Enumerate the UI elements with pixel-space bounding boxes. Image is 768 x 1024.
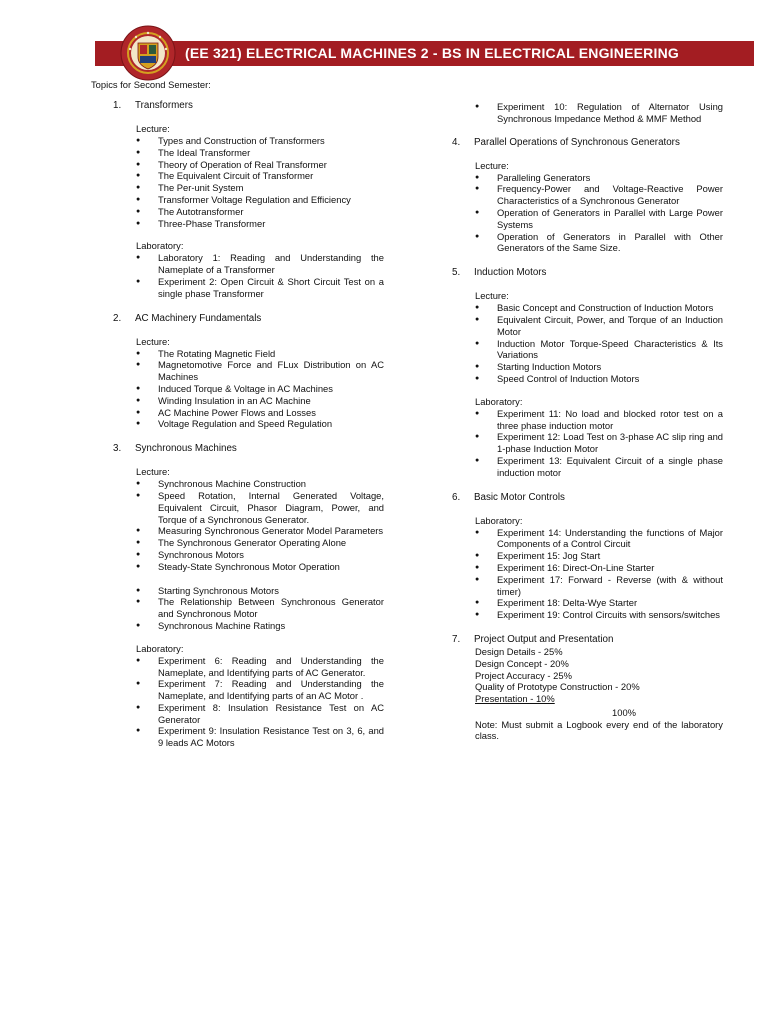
list-item: ● Paralleling Generators	[497, 172, 723, 184]
section-header	[452, 266, 723, 279]
list-item: ● The Rotating Magnetic Field	[158, 348, 384, 360]
lecture-list-continued	[113, 585, 384, 632]
laboratory-label: Laboratory:	[136, 642, 184, 654]
list-item: ● Theory of Operation of Real Transformer	[158, 159, 384, 171]
section-title: Basic Motor Controls	[474, 491, 565, 503]
list-item: ● Experiment 10: Regulation of Alternator Using Synchronous Impedance Method & MMF Method	[497, 101, 723, 125]
list-item: ● Experiment 8: Insulation Resistance Test on AC Generator	[158, 702, 384, 726]
lecture-list	[113, 478, 384, 572]
laboratory-list-continued	[452, 101, 723, 125]
topics-heading: Topics for Second Semester:	[91, 79, 211, 90]
list-item: ● Experiment 9: Insulation Resistance Test on 3, 6, and 9 leads AC Motors	[158, 725, 384, 749]
section-number: 7.	[452, 633, 461, 645]
lecture-list	[113, 135, 384, 229]
section-parallel-operations	[452, 136, 723, 255]
course-title: (EE 321) ELECTRICAL MACHINES 2 - BS IN ELECTRICAL ENGINEERING	[185, 45, 679, 61]
list-item: ● Equivalent Circuit, Power, and Torque of an Induction Motor	[497, 314, 723, 338]
section-number: 2.	[113, 312, 122, 324]
header-banner	[95, 41, 754, 66]
list-item: ● Experiment 11: No load and blocked rotor test on a three phase induction motor	[497, 408, 723, 432]
section-title: AC Machinery Fundamentals	[135, 312, 262, 324]
right-column	[452, 101, 723, 754]
section-header	[452, 136, 723, 149]
section-header	[113, 442, 384, 455]
list-item: ● Starting Synchronous Motors	[158, 585, 384, 597]
section-number: 3.	[113, 443, 122, 455]
list-item: ● Operation of Generators in Parallel with Large Power Systems	[497, 207, 723, 231]
list-item: ● Experiment 15: Jog Start	[497, 550, 723, 562]
grading-item: Design Details - 25%	[475, 645, 563, 657]
section-number: 4.	[452, 136, 461, 148]
section-number: 5.	[452, 267, 461, 279]
list-item: ● Experiment 14: Understanding the functions of Major Components of a Control Circuit	[497, 527, 723, 551]
laboratory-list	[452, 527, 723, 621]
section-header	[452, 491, 723, 504]
section-title: Induction Motors	[474, 267, 547, 279]
university-seal-icon	[120, 25, 176, 81]
section-number: 6.	[452, 491, 461, 503]
laboratory-list	[113, 252, 384, 299]
section-title: Transformers	[135, 100, 193, 111]
laboratory-label: Laboratory:	[136, 240, 184, 252]
list-item: ● Experiment 16: Direct-On-Line Starter	[497, 562, 723, 574]
spacer	[113, 573, 384, 585]
list-item: ● Synchronous Machine Ratings	[158, 620, 384, 632]
list-item: ● Frequency-Power and Voltage-Reactive Power Characteristics of a Synchronous Generator	[497, 183, 723, 207]
list-item: ● Synchronous Machine Construction	[158, 478, 384, 490]
grading-item: Project Accuracy - 25%	[475, 669, 572, 681]
laboratory-label: Laboratory:	[475, 395, 523, 407]
section-project-output	[452, 633, 723, 742]
grading-item: Quality of Prototype Construction - 20%	[475, 681, 640, 693]
list-item: ● AC Machine Power Flows and Losses	[158, 407, 384, 419]
laboratory-label: Laboratory:	[475, 514, 523, 526]
lecture-list	[452, 302, 723, 385]
laboratory-list	[452, 408, 723, 479]
grading-total: 100%	[612, 706, 636, 718]
lecture-label: Lecture:	[136, 335, 170, 347]
list-item: ● Experiment 19: Control Circuits with sensors/switches	[497, 609, 723, 621]
list-item: ● The Equivalent Circuit of Transformer	[158, 170, 384, 182]
list-item: ● Basic Concept and Construction of Induction Motors	[497, 302, 723, 314]
logbook-note: Note: Must submit a Logbook every end of the laboratory class.	[475, 718, 723, 742]
section-ac-machinery	[113, 312, 384, 431]
section-title: Synchronous Machines	[135, 443, 237, 455]
grading-item: Presentation - 10%	[475, 693, 555, 705]
list-item: ● Experiment 7: Reading and Understanding the Nameplate, and Identifying parts of an AC Motor .	[158, 678, 384, 702]
section-title: Project Output and Presentation	[474, 633, 614, 645]
list-item: ● The Autotransformer	[158, 206, 384, 218]
list-item: ● Voltage Regulation and Speed Regulation	[158, 418, 384, 430]
lecture-label: Lecture:	[475, 159, 509, 171]
section-number: 1.	[113, 100, 122, 111]
list-item: ● Experiment 18: Delta-Wye Starter	[497, 597, 723, 609]
section-transformers	[113, 99, 384, 300]
list-item: ● Induced Torque & Voltage in AC Machines	[158, 383, 384, 395]
list-item: ● Operation of Generators in Parallel with Other Generators of the Same Size.	[497, 231, 723, 255]
lecture-list	[452, 172, 723, 255]
lecture-label: Lecture:	[475, 290, 509, 302]
list-item: ● The Synchronous Generator Operating Alone	[158, 537, 384, 549]
list-item: ● Speed Rotation, Internal Generated Voltage, Equivalent Circuit, Phasor Diagram, Power, and Torque of a Synchronous Generator.	[158, 490, 384, 525]
list-item: ● Transformer Voltage Regulation and Efficiency	[158, 194, 384, 206]
section-basic-motor-controls	[452, 491, 723, 621]
list-item: ● The Ideal Transformer	[158, 147, 384, 159]
list-item: ● Speed Control of Induction Motors	[497, 373, 723, 385]
laboratory-list	[113, 655, 384, 749]
list-item: ● Measuring Synchronous Generator Model Parameters	[158, 525, 384, 537]
section-header	[113, 99, 384, 112]
lecture-list	[113, 348, 384, 431]
section-header	[452, 633, 723, 646]
section-header	[113, 312, 384, 325]
list-item: ● Starting Induction Motors	[497, 361, 723, 373]
list-item: ● Experiment 2: Open Circuit & Short Circuit Test on a single phase Transformer	[158, 276, 384, 300]
list-item: ● Steady-State Synchronous Motor Operation	[158, 561, 384, 573]
list-item: ● Experiment 13: Equivalent Circuit of a single phase induction motor	[497, 455, 723, 479]
lecture-label: Lecture:	[136, 466, 170, 478]
list-item: ● Laboratory 1: Reading and Understanding the Nameplate of a Transformer	[158, 252, 384, 276]
list-item: ● The Per-unit System	[158, 182, 384, 194]
list-item: ● Winding Insulation in an AC Machine	[158, 395, 384, 407]
section-induction-motors	[452, 266, 723, 478]
list-item: ● Experiment 6: Reading and Understanding the Nameplate, and Identifying parts of AC Generator.	[158, 655, 384, 679]
list-item: ● The Relationship Between Synchronous Generator and Synchronous Motor	[158, 596, 384, 620]
list-item: ● Induction Motor Torque-Speed Characteristics & Its Variations	[497, 338, 723, 362]
list-item: ● Types and Construction of Transformers	[158, 135, 384, 147]
list-item: ● Synchronous Motors	[158, 549, 384, 561]
list-item: ● Three-Phase Transformer	[158, 218, 384, 230]
grading-item: Design Concept - 20%	[475, 657, 569, 669]
section-title: Parallel Operations of Synchronous Generators	[474, 136, 680, 148]
list-item: ● Experiment 17: Forward - Reverse (with & without timer)	[497, 574, 723, 598]
left-column	[113, 99, 384, 761]
section-synchronous-machines	[113, 442, 384, 749]
list-item: ● Magnetomotive Force and FLux Distribution on AC Machines	[158, 359, 384, 383]
lecture-label: Lecture:	[136, 123, 170, 134]
list-item: ● Experiment 12: Load Test on 3-phase AC slip ring and 1-phase Induction Motor	[497, 431, 723, 455]
